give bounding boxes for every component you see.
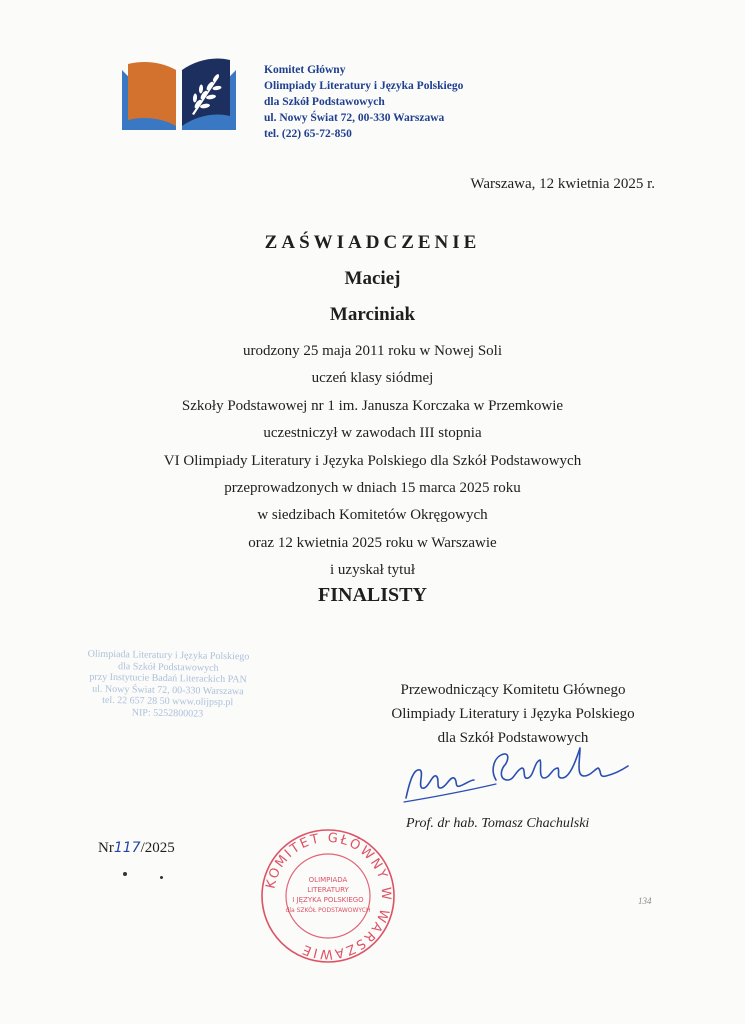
body-line: Szkoły Podstawowej nr 1 im. Janusza Korczaka w Przemkowie	[181, 397, 564, 414]
number-prefix: Nr	[98, 840, 114, 856]
handwritten-signature	[400, 740, 632, 808]
body-line: VI Olimpiady Literatury i Języka Polskiego dla Szkół Podstawowych	[163, 452, 582, 469]
body-line: oraz 12 kwietnia 2025 roku w Warszawie	[248, 534, 497, 551]
page-number: 134	[638, 896, 652, 906]
stamp-inner-line: LITERATURY	[307, 886, 349, 894]
open-book-laurel-icon	[118, 56, 240, 134]
stamp-inner-line: dla SZKÓŁ PODSTAWOWYCH	[285, 907, 371, 914]
body-line: uczeń klasy siódmej	[311, 370, 434, 387]
organization-address	[264, 62, 463, 142]
official-round-stamp	[258, 826, 398, 966]
org-line: dla Szkół Podstawowych	[264, 96, 385, 108]
award-title: FINALISTY	[318, 584, 427, 606]
last-name: Marciniak	[329, 304, 416, 325]
certificate-title: ZAŚWIADCZENIE	[264, 232, 481, 253]
body-line: przeprowadzonych w dniach 15 marca 2025 roku	[224, 480, 521, 497]
stamp-line: NIP: 5252800023	[131, 707, 204, 720]
certificate-number	[98, 840, 175, 857]
issue-date: Warszawa, 12 kwietnia 2025 r.	[470, 176, 655, 192]
stamp-ring-text: KOMITET GŁÓWNY W WARSZAWIE	[263, 830, 394, 962]
number-handwritten: 117	[113, 840, 141, 856]
stamp-inner-line: I JĘZYKA POLSKIEGO	[292, 896, 364, 904]
ink-dot	[123, 872, 127, 876]
number-suffix: /2025	[140, 840, 175, 856]
body-line: uczestniczył w zawodach III stopnia	[263, 425, 482, 442]
certificate-body	[0, 338, 745, 585]
signatory-line: Olimpiady Literatury i Języka Polskiego	[391, 706, 635, 722]
ink-dot	[160, 876, 163, 879]
org-line: Komitet Główny	[264, 64, 346, 76]
stamp-line: ul. Nowy Świat 72, 00-330 Warszawa	[92, 683, 244, 698]
signatory-name: Prof. dr hab. Tomasz Chachulski	[406, 816, 590, 831]
stamp-line: dla Szkół Podstawowych	[117, 660, 219, 674]
signatory-line: Przewodniczący Komitetu Głównego	[400, 682, 626, 698]
first-name: Maciej	[344, 268, 401, 289]
body-line: i uzyskał tytuł	[330, 562, 415, 579]
org-line: Olimpiady Literatury i Języka Polskiego	[264, 80, 464, 92]
body-line: w siedzibach Komitetów Okręgowych	[257, 507, 488, 524]
org-line: ul. Nowy Świat 72, 00-330 Warszawa	[264, 112, 445, 124]
signatory-line: dla Szkół Podstawowych	[437, 730, 589, 746]
stamp-inner-line: OLIMPIADA	[308, 876, 348, 884]
stamp-line: Olimpiada Literatury i Języka Polskiego	[87, 648, 250, 663]
org-line: tel. (22) 65-72-850	[264, 128, 352, 140]
stamp-line: tel. 22 657 28 50 www.olijpsp.pl	[102, 695, 234, 709]
faded-institution-stamp	[63, 648, 272, 721]
stamp-line: przy Instytucie Badań Literackich PAN	[89, 671, 247, 686]
body-line: urodzony 25 maja 2011 roku w Nowej Soli	[243, 343, 502, 359]
